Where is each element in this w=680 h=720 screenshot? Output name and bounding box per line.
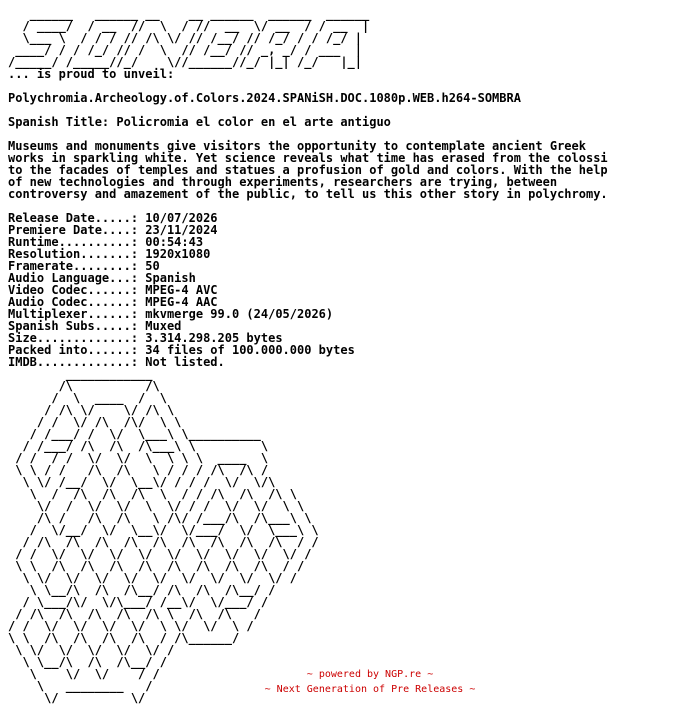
description-line: Museums and monuments give visitors the opportunity to contemplate ancient Greek (8, 139, 586, 153)
info-label: Framerate........: (8, 259, 139, 273)
info-label: IMDB.............: (8, 355, 139, 369)
hexagon-ascii-art: ____________ /\ /\ / \ ____ / \ / /\ \/ \/ /\ \ / / \/ /\ /\/ \ \ / /___/ / \/ \___\ \__________ / /___/ /\ /\ /\___\ \ \ / / / / \/ \/ \ \ \ \ ____ \ \ \ / / /\ /\ \ / / / /\ /\ / \ \/ /__/ \/ \__\/ / / / \/ \/\ \ / /\ /\ /\ \ / / /\ /\ /\ \ \/ / \/ \/ \ \/ / / \/ \/ \ \ /\ / /\ /\ \ /\/ /___/\ /\___\ \ / \/__/ \/ \__\/ \/___/ \/ \___\ \ / /\ /\ /\ /\ /\ /\ /\ /\ /\ / / / / \/ \/ \/ \/ \/ \/ \/ \/ \/ / \ \ /\ /\ /\ /\ /\ /\ /\ /\ / / \ \/ \/ \/ \/ \/ \/ \/ \/ \/ / \ \__/\ /\ /\__/ /\ /\ /\__/ / / \___/\/ \/\___/ /__\/ \/___/ / / /\ /\ /\ /\ /\ \ /\ /\ / / / \/ \/ \/ \/ \ \/ \/ \ / \ \ /\ /\ /\ /\ / /\______/ \ \/ \/ \/ \/ \/ / \ \__/\ /\ /\__/ / \ \/ \/ / / \ ________ / \/ \/ (8, 367, 319, 704)
info-value: Spanish (145, 271, 196, 285)
footer-powered-by: ~ powered by NGP.re ~ (306, 669, 434, 680)
sombra-logo-art: ______ ______ __ __ ______ ______ ______ / ____/ / __ // \ / // __ \/ __ / / __ | \___ \ / / / // /\ \/ // /__/ // /_/ / / /_/ | ____/ / / /_/ // / \ // /__/ // _, _/ / ___ | /_____/ /_____//_/ \//______//_/ |_| /_/ |_| (8, 8, 370, 69)
info-label: Video Codec......: (8, 283, 139, 297)
info-value: MPEG-4 AAC (145, 295, 218, 309)
info-label: Audio Codec......: (8, 295, 139, 309)
footer-tagline: ~ Next Generation of Pre Releases ~ (264, 684, 476, 695)
nfo-text-block (8, 8, 678, 704)
description-line: to the facades of temples and statues a profusion of gold and colors. With the help (8, 163, 608, 177)
info-value: 10/07/2026 (145, 211, 218, 225)
info-value: MPEG-4 AVC (145, 283, 218, 297)
info-value: 3.314.298.205 bytes (145, 331, 283, 345)
info-label: Packed into......: (8, 343, 139, 357)
spanish-title: Spanish Title: Policromia el color en el arte antiguo (8, 115, 391, 129)
info-label: Size.............: (8, 331, 139, 345)
info-value: 00:54:43 (145, 235, 204, 249)
info-value: Muxed (145, 319, 182, 333)
info-label: Runtime..........: (8, 235, 139, 249)
info-label: Resolution.......: (8, 247, 139, 261)
info-value: 50 (145, 259, 160, 273)
intro-line: ... is proud to unveil: (8, 67, 175, 81)
info-value: 23/11/2024 (145, 223, 218, 237)
info-label: Audio Language...: (8, 271, 139, 285)
description-line: works in sparkling white. Yet science reveals what time has erased from the colossi (8, 151, 608, 165)
info-label: Release Date.....: (8, 211, 139, 225)
info-label: Multiplexer......: (8, 307, 139, 321)
description-line: of new technologies and through experiments, researchers are trying, between (8, 175, 558, 189)
description-line: controversy and amazement of the public, to tell us this other story in polychromy. (8, 187, 608, 201)
info-value: mkvmerge 99.0 (24/05/2026) (145, 307, 334, 321)
info-value: 1920x1080 (145, 247, 211, 261)
info-label: Spanish Subs.....: (8, 319, 139, 333)
info-value: 34 files of 100.000.000 bytes (145, 343, 355, 357)
info-label: Premiere Date....: (8, 223, 139, 237)
info-value: Not listed. (145, 355, 225, 369)
release-name: Polychromia.Archeology.of.Colors.2024.SPANiSH.DOC.1080p.WEB.h264-SOMBRA (8, 91, 521, 105)
